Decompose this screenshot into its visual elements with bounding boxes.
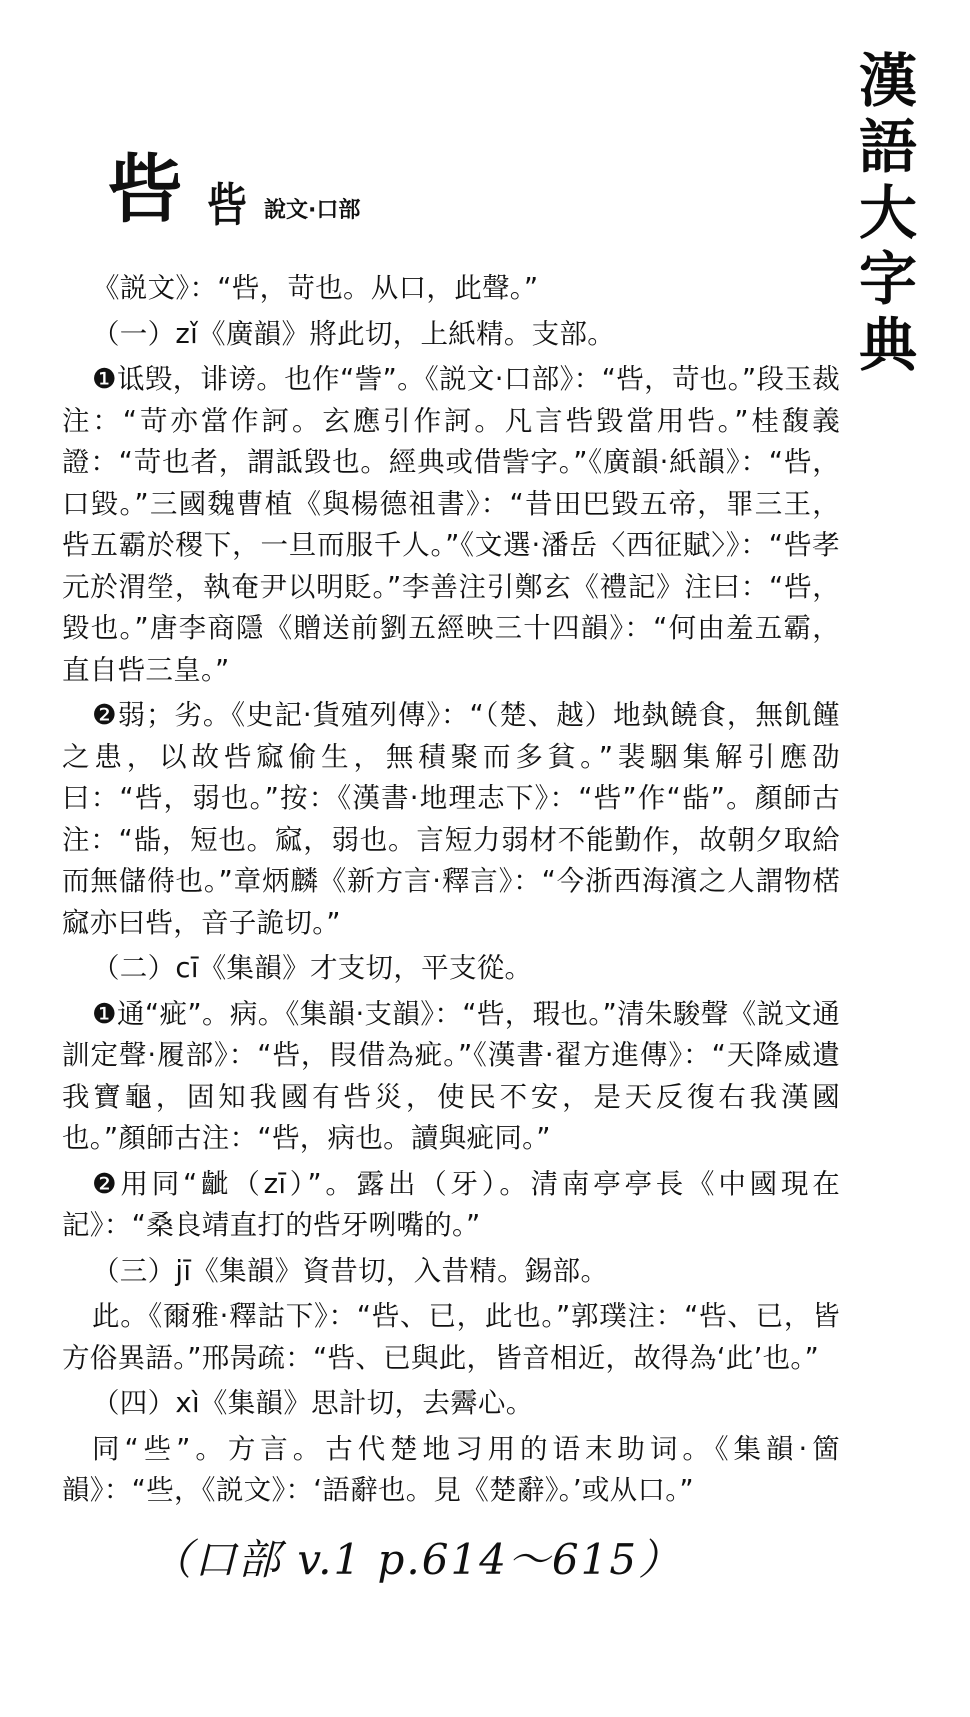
seal-source-label: 說文·口部 <box>264 198 361 223</box>
sense-paragraph: 此。《爾雅·釋詁下》：“呰、已，此也。”郭璞注：“呰、已，皆方俗異語。”邢昺疏：“呰、已與此，皆音相近，故得為‘此’也。” <box>62 1300 840 1374</box>
reading-heading-2: （二）cī《集韻》才支切，平支從。 <box>92 952 533 984</box>
sense-paragraph: 同“些”。方言。古代楚地习用的语末助词。《集韻·箇韻》：“些，《説文》：‘語辭也。見《楚辭》。’或从口。” <box>62 1432 840 1506</box>
reading-heading-1: （一）zǐ《廣韻》將此切，上紙精。支部。 <box>92 317 616 350</box>
entry-header <box>108 147 361 233</box>
handwritten-reference-note: （口部 v.1 p.614～615） <box>150 1535 683 1584</box>
etymology-paragraph: 《説文》：“呰，苛也。从口，此聲。” <box>92 272 539 304</box>
headword: 呰 <box>108 147 182 233</box>
series-title-char: 大 <box>858 179 917 247</box>
entry-body <box>62 268 840 1516</box>
series-title <box>848 48 928 378</box>
seal-script-glyph: 呰 <box>207 178 247 232</box>
series-title-char: 典 <box>858 311 917 379</box>
sense-paragraph: ❷用同“齜（zī）”。露出（牙）。清南亭亭長《中國現在記》：“桑良靖直打的呰牙咧嘴的。” <box>62 1167 840 1241</box>
sense-paragraph: ❷弱；劣。《史記·貨殖列傳》：“（楚、越）地埶饒食，無飢饉之患，以故呰窳偷生，無積聚而多貧。”裴駰集解引應劭曰：“呰，弱也。”按：《漢書·地理志下》：“呰”作“啙”。顏師古注：“啙，短也。窳，弱也。言短力弱材不能勤作，故朝夕取給而無儲偫也。”章炳麟《新方言·釋言》：“今浙西海濱之人謂物楛窳亦曰呰，音子詭切。” <box>62 699 840 939</box>
reading-heading-4: （四）xì《集韻》思計切，去霽心。 <box>92 1387 534 1419</box>
reading-heading-3: （三）jī《集韻》資昔切，入昔精。錫部。 <box>92 1254 609 1287</box>
series-title-char: 語 <box>858 113 917 181</box>
series-title-char: 字 <box>858 245 917 313</box>
sense-paragraph: ❶诋毁，诽谤。也作“訾”。《説文·口部》：“呰，苛也。”段玉裁注：“苛亦當作訶。玄應引作訶。凡言呰毀當用呰。”桂馥義證：“苛也者，謂詆毀也。經典或借訾字。”《廣韻·紙韻》：“呰，口毀。”三國魏曹植《與楊德祖書》：“昔田巴毀五帝，罪三王，呰五霸於稷下，一旦而服千人。”《文選·潘岳〈西征賦〉》：“呰孝元於渭塋，執奄尹以明貶。”李善注引鄭玄《禮記》注曰：“呰，毀也。”唐李商隱《贈送前劉五經映三十四韻》：“何由羞五霸，直自呰三皇。” <box>62 363 840 686</box>
sense-paragraph: ❶通“疵”。病。《集韻·支韻》：“呰，瑕也。”清朱駿聲《説文通訓定聲·履部》：“呰，叚借為疵。”《漢書·翟方進傳》：“天降威遺我寶龜，固知我國有呰災，使民不安，是天反復右我漢國也。”顏師古注：“呰，病也。讀與疵同。” <box>62 997 840 1154</box>
series-title-char: 漢 <box>858 47 917 115</box>
